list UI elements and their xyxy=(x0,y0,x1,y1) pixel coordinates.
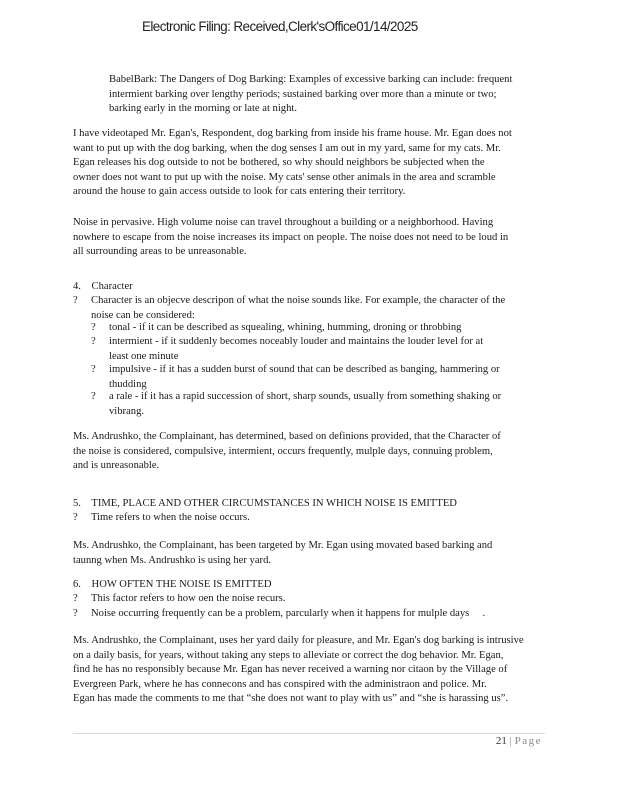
bullet-line: Character is an objecve descripon of what the noise sounds like. For example, the character of the xyxy=(91,295,506,306)
paragraph-line: and is unreasonable. xyxy=(73,460,160,471)
bullet-line: Time refers to when the noise occurs. xyxy=(91,512,250,523)
paragraph-line: owner does not want to put up with the noise. My cats' sense other animals in the area and scramble xyxy=(73,171,496,183)
sub-item-line: a rale - if it has a rapid succession of short, sharp sounds, usually from something shaking or xyxy=(109,391,502,402)
sub-item-line: intermient - if it suddenly becomes noceably louder and maintains the louder level for at xyxy=(109,336,484,347)
paragraph-line: Noise in pervasive. High volume noise can travel throughout a building or a neighborhood. Having xyxy=(73,217,494,228)
paragraph-line: find he has no responsibly because Mr. Egan has never received a warning nor citaon by the Village of xyxy=(73,664,508,675)
sub-item-line: impulsive - if it has a sudden burst of sound that can be described as banging, hammering or xyxy=(109,364,500,375)
section-heading: 6. HOW OFTEN THE NOISE IS EMITTED xyxy=(73,579,272,590)
bullet-marker: ? xyxy=(91,391,96,402)
bullet-line: This factor refers to how oen the noise recurs. xyxy=(91,593,286,604)
quote-line: intermient barking over lengthy periods; sustained barking over more than a minute or two; xyxy=(109,88,497,100)
page-label: Page xyxy=(514,735,542,747)
bullet-marker: ? xyxy=(73,608,78,619)
paragraph-character-determination xyxy=(73,430,553,474)
bullet-line: Noise occurring frequently can be a problem, parcularly when it happens for mulple days . xyxy=(91,608,486,619)
sub-item-line: thudding xyxy=(109,378,147,390)
page-number: 21 xyxy=(495,735,507,747)
paragraph-line: Ms. Andrushko, the Complainant, has determined, based on definions provided, that the Character of xyxy=(73,431,501,442)
paragraph-line: Egan releases his dog outside to not be bothered, so why should neighbors be subjected when the xyxy=(73,157,485,168)
section-4-heading xyxy=(73,280,553,295)
paragraph-line: on a daily basis, for years, without taking any steps to alleviate or correct the dog behavior. Mr. Egan, xyxy=(73,649,504,661)
quote-block xyxy=(109,73,549,117)
paragraph-line: want to put up with the dog barking, when the dog senses I am out in my yard, same for my cats. Mr. xyxy=(73,142,501,154)
sub-item-line: tonal - if it can be described as squealing, whining, humming, droning or throbbing xyxy=(109,322,462,333)
paragraph-daily-use xyxy=(73,634,553,707)
paragraph-line: Evergreen Park, where he has connecons and has conspired with the administraon and police. Mr. xyxy=(73,678,487,690)
bullet-marker: ? xyxy=(73,512,78,523)
section-heading: 4. Character xyxy=(73,281,133,292)
footer-separator: | xyxy=(509,735,512,747)
electronic-filing-stamp: Electronic Filing: Received,Clerk'sOffice01/14/2025 xyxy=(142,19,418,34)
bullet-line: noise can be considered: xyxy=(91,309,195,321)
paragraph-targeted xyxy=(73,539,553,568)
footer-divider xyxy=(73,733,545,734)
section-6-heading xyxy=(73,578,553,593)
bullet-marker: ? xyxy=(91,322,96,333)
section-5-heading xyxy=(73,497,553,512)
paragraph-line: nowhere to escape from the noise increases its impact on people. The noise does not need to be loud in xyxy=(73,231,509,243)
sub-item-line: least one minute xyxy=(109,350,179,362)
paragraph-line: Ms. Andrushko, the Complainant, has been targeted by Mr. Egan using movated based barking and xyxy=(73,540,493,551)
paragraph-line: all surrounding areas to be unreasonable. xyxy=(73,246,247,257)
bullet-marker: ? xyxy=(73,593,78,604)
bullet-marker: ? xyxy=(91,336,96,347)
paragraph-pervasive xyxy=(73,216,553,260)
section-heading: 5. TIME, PLACE AND OTHER CIRCUMSTANCES IN WHICH NOISE IS EMITTED xyxy=(73,498,457,509)
paragraph-line: around the house to gain access outside to look for cats entering their territory. xyxy=(73,186,406,197)
paragraph-line: I have videotaped Mr. Egan's, Respondent, dog barking from inside his frame house. Mr. Egan does not xyxy=(73,128,512,139)
paragraph-line: Egan has made the comments to me that “she does not want to play with us” and “she is harassing us”. xyxy=(73,693,509,704)
paragraph-videotape xyxy=(73,127,553,200)
page-footer xyxy=(496,735,542,747)
sub-item-line: vibrang. xyxy=(109,405,145,417)
bullet-marker: ? xyxy=(91,364,96,375)
quote-line: barking early in the morning or late at night. xyxy=(109,103,297,114)
paragraph-line: Ms. Andrushko, the Complainant, uses her yard daily for pleasure, and Mr. Egan's dog barking is intrusive xyxy=(73,635,524,646)
quote-line: BabelBark: The Dangers of Dog Barking: Examples of excessive barking can include: frequent xyxy=(109,74,513,85)
paragraph-line: taunng when Ms. Andrushko is using her yard. xyxy=(73,554,272,566)
bullet-marker: ? xyxy=(73,295,78,306)
paragraph-line: the noise is considered, compulsive, intermient, occurs frequently, mulple days, connuing problem, xyxy=(73,445,493,457)
